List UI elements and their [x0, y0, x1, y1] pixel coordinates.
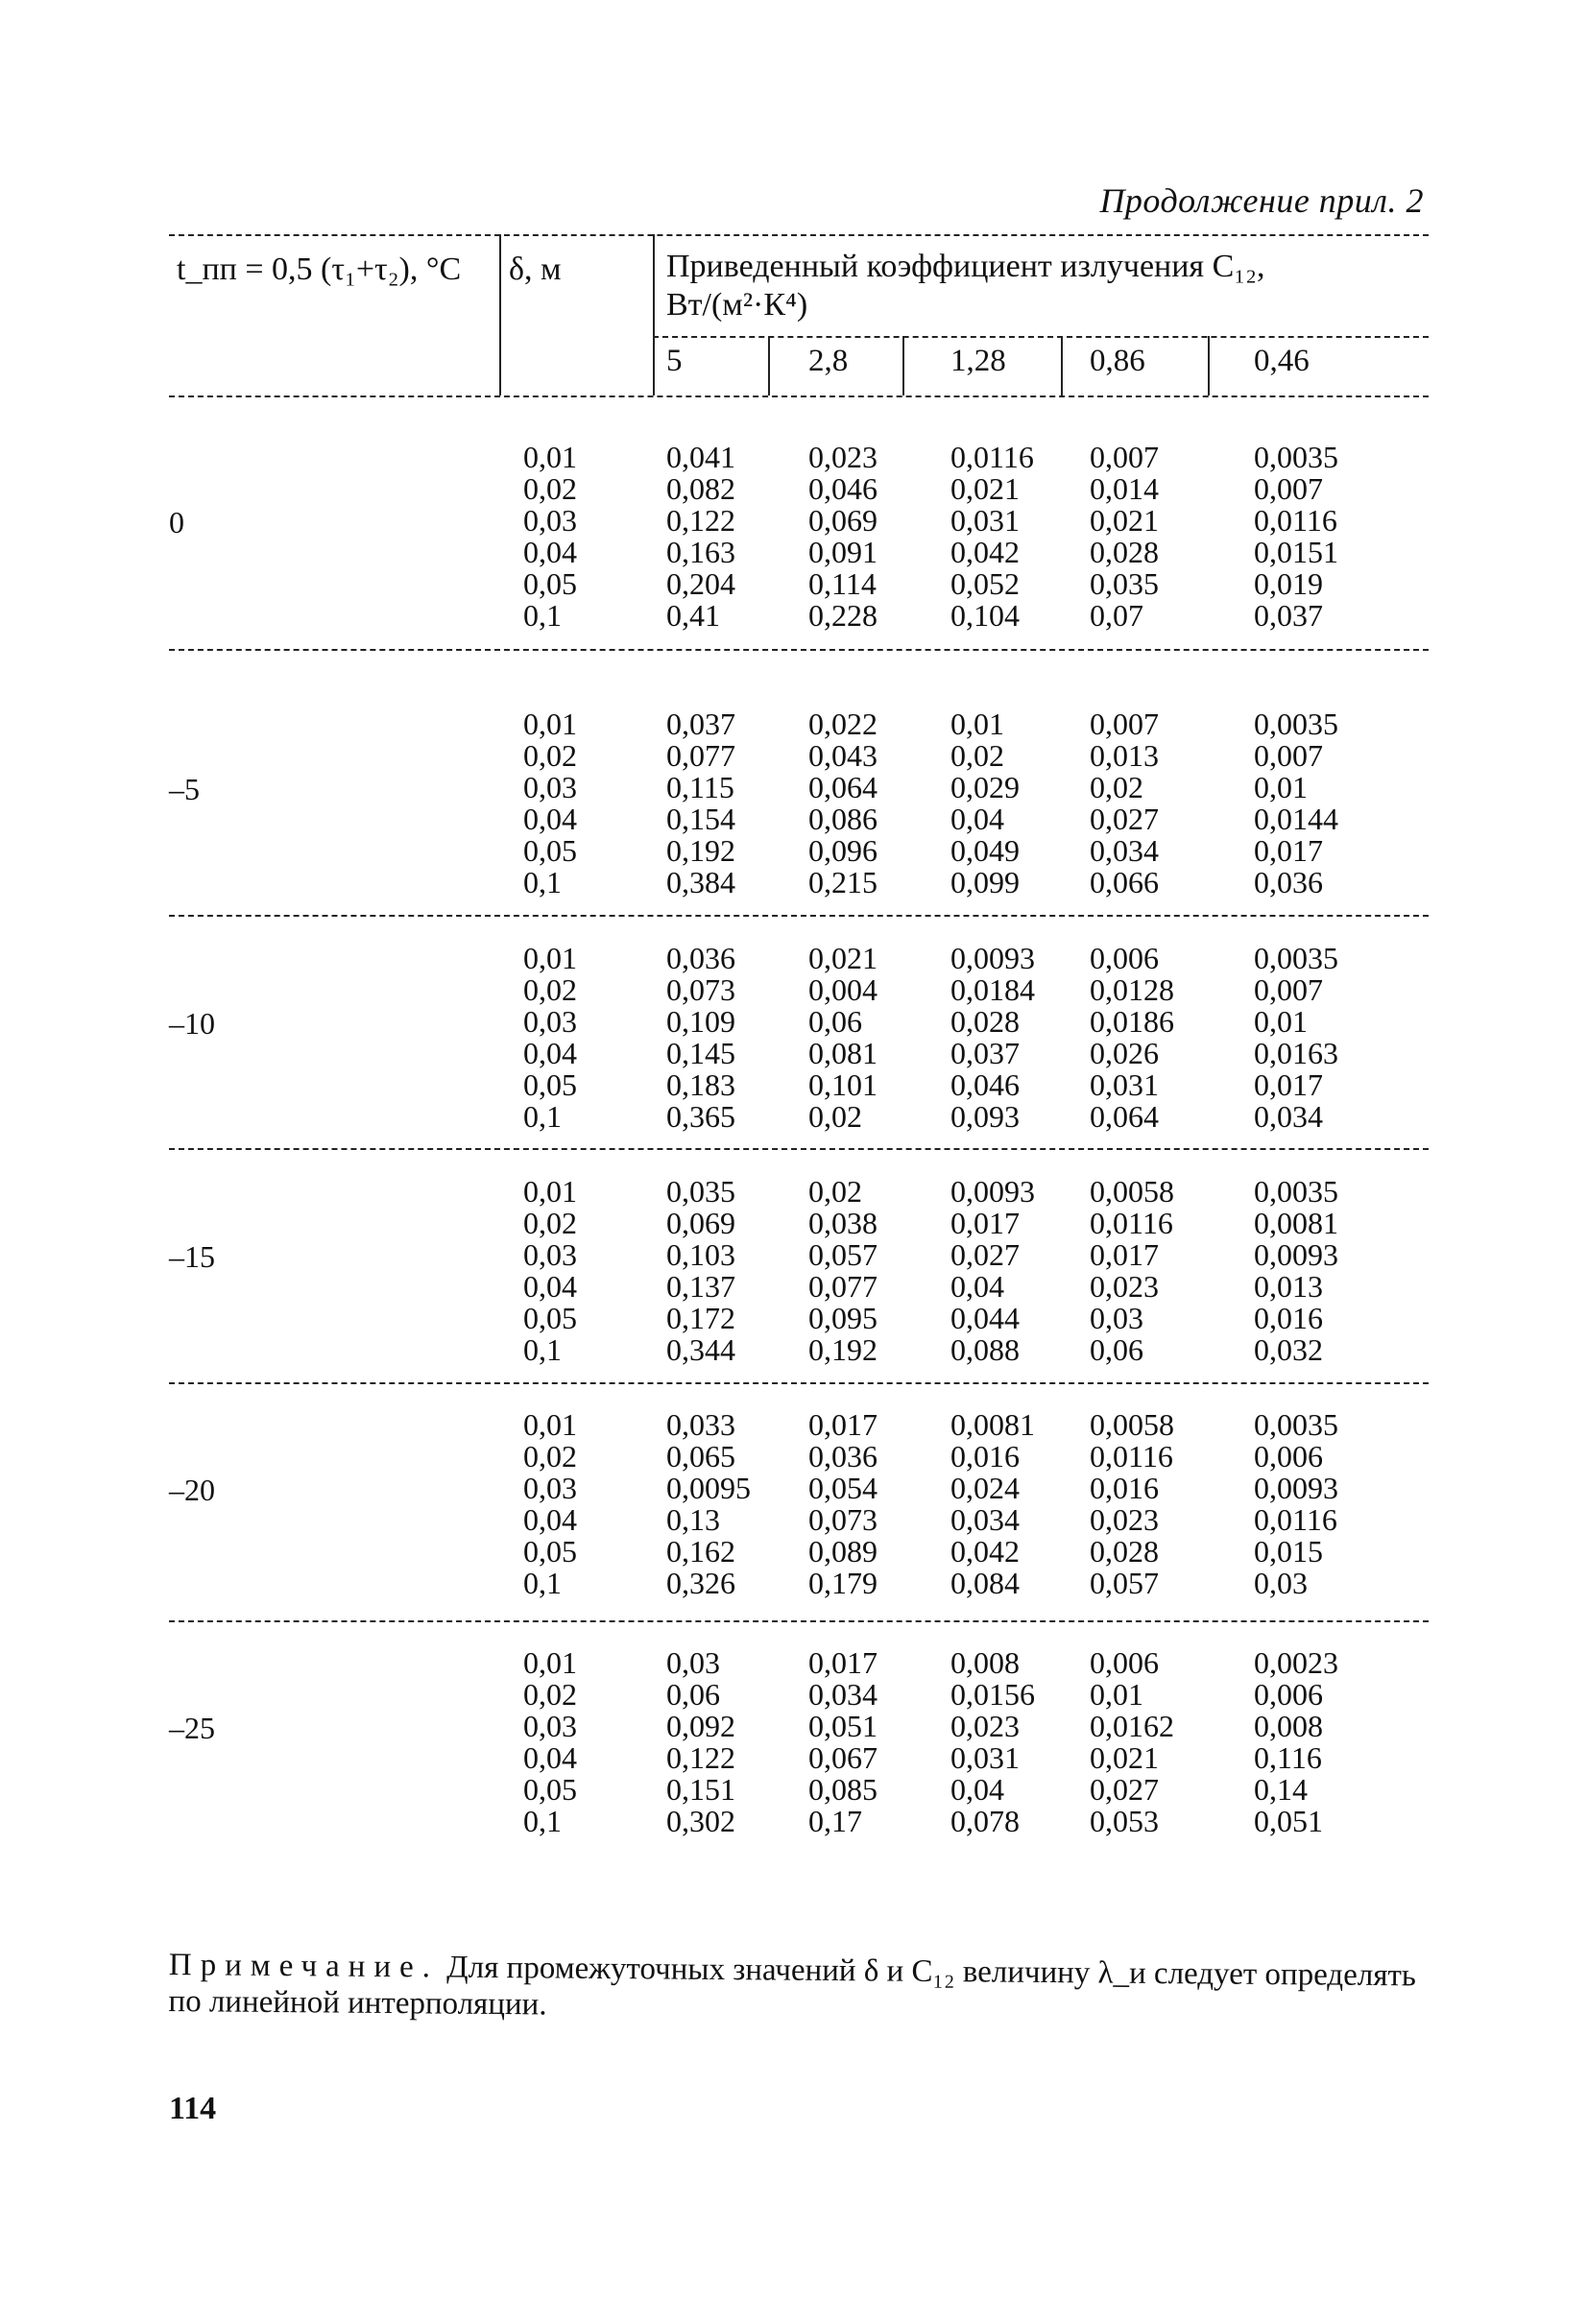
table-cell: 0,021	[1090, 1740, 1159, 1775]
table-cell: 0,017	[950, 1206, 1020, 1240]
table-cell: 0,0116	[950, 440, 1034, 474]
table-cell: 0,007	[1254, 738, 1323, 773]
table-cell: 0,116	[1254, 1740, 1322, 1775]
table-cell: 0,01	[1090, 1677, 1143, 1712]
c12-1-28-column	[950, 1647, 1035, 1837]
table-cell: 0,099	[950, 865, 1020, 899]
table-cell: 0,04	[950, 1269, 1004, 1304]
table-cell: 0,046	[950, 1067, 1020, 1102]
table-cell: 0,1	[523, 598, 562, 633]
table-cell: 0,046	[808, 471, 878, 506]
table-cell: 0,0116	[1254, 503, 1337, 538]
c12-5-column	[666, 943, 735, 1133]
table-cell: 0,02	[523, 1206, 577, 1240]
table-cell: 0,017	[1254, 833, 1323, 868]
header-bottom-rule	[169, 395, 1429, 397]
table-cell: 0,069	[666, 1206, 735, 1240]
table-cell: 0,384	[666, 865, 735, 899]
table-cell: 0,192	[666, 833, 735, 868]
c12-1-28-column	[950, 943, 1035, 1133]
table-cell: 0,179	[808, 1566, 878, 1600]
table-cell: 0,016	[950, 1439, 1020, 1473]
table-cell: 0,007	[1090, 440, 1159, 474]
header-c12-1-28: 1,28	[950, 344, 1006, 378]
table-cell: 0,137	[666, 1269, 735, 1304]
table-cell: 0,051	[1254, 1804, 1323, 1838]
table-cell: 0,017	[808, 1407, 878, 1442]
table-cell: 0,057	[808, 1237, 878, 1272]
table-cell: 0,114	[808, 566, 877, 601]
table-cell: 0,029	[950, 770, 1020, 804]
c12-1-28-column	[950, 1176, 1035, 1366]
table-cell: 0,013	[1090, 738, 1159, 773]
table-cell: 0,04	[950, 802, 1004, 836]
table-cell: 0,027	[1090, 1772, 1159, 1807]
table-cell: 0,04	[523, 1740, 577, 1775]
table-cell: 0,02	[523, 471, 577, 506]
table-cell: 0,037	[1254, 598, 1323, 633]
table-cell: 0,13	[666, 1502, 720, 1537]
table-cell: 0,038	[808, 1206, 878, 1240]
table-cell: 0,023	[950, 1709, 1020, 1743]
table-cell: 0,037	[950, 1036, 1020, 1070]
c12-2-8-column	[808, 708, 878, 898]
table-cell: 0,04	[523, 535, 577, 569]
table-cell: 0,036	[1254, 865, 1323, 899]
note-label: Примечание.	[168, 1948, 440, 1985]
table-cell: 0,044	[950, 1301, 1020, 1335]
table-cell: 0,05	[523, 1772, 577, 1807]
table-top-rule	[169, 234, 1429, 236]
delta-column	[523, 1409, 577, 1599]
table-cell: 0,016	[1090, 1471, 1159, 1505]
table-cell: 0,006	[1090, 1645, 1159, 1680]
table-cell: 0,066	[1090, 865, 1159, 899]
table-cell: 0,023	[1090, 1269, 1159, 1304]
table-cell: 0,028	[950, 1004, 1020, 1039]
c12-0-46-column	[1254, 1647, 1338, 1837]
table-cell: 0,101	[808, 1067, 878, 1102]
c12-5-column	[666, 708, 735, 898]
table-cell: 0,013	[1254, 1269, 1323, 1304]
table-cell: 0,01	[523, 707, 577, 741]
table-cell: 0,0116	[1090, 1206, 1173, 1240]
header-thickness: δ, м	[509, 252, 562, 287]
table-cell: 0,014	[1090, 471, 1159, 506]
table-cell: 0,015	[1254, 1534, 1323, 1569]
table-cell: 0,027	[950, 1237, 1020, 1272]
table-cell: 0,008	[1254, 1709, 1323, 1743]
table-cell: 0,031	[950, 1740, 1020, 1775]
table-cell: 0,008	[950, 1645, 1020, 1680]
table-cell: 0,03	[523, 1004, 577, 1039]
delta-column	[523, 442, 577, 632]
table-cell: 0,1	[523, 1332, 562, 1367]
table-cell: 0,109	[666, 1004, 735, 1039]
table-cell: 0,023	[1090, 1502, 1159, 1537]
header-c12-2-8: 2,8	[808, 344, 849, 378]
table-cell: 0,042	[950, 535, 1020, 569]
table-cell: 0,065	[666, 1439, 735, 1473]
table-cell: 0,026	[1090, 1036, 1159, 1070]
group-rule-5	[169, 1620, 1429, 1622]
table-cell: 0,115	[666, 770, 734, 804]
table-cell: 0,04	[523, 1036, 577, 1070]
group-rule-3	[169, 1148, 1429, 1150]
table-cell: 0,05	[523, 566, 577, 601]
table-cell: 0,069	[808, 503, 878, 538]
c12-0-86-column	[1090, 1176, 1174, 1366]
table-cell: 0,067	[808, 1740, 878, 1775]
running-head: Продолжение прил. 2	[1099, 181, 1424, 220]
table-cell: 0,052	[950, 566, 1020, 601]
table-cell: 0,0058	[1090, 1407, 1174, 1442]
table-cell: 0,365	[666, 1099, 735, 1134]
table-cell: 0,042	[950, 1534, 1020, 1569]
header-c12-0-46: 0,46	[1254, 344, 1310, 378]
table-cell: 0,093	[950, 1099, 1020, 1134]
table-cell: 0,064	[1090, 1099, 1159, 1134]
table-cell: 0,04	[523, 1502, 577, 1537]
table-cell: 0,023	[808, 440, 878, 474]
table-cell: 0,021	[950, 471, 1020, 506]
table-cell: 0,17	[808, 1804, 862, 1838]
table-cell: 0,03	[523, 1709, 577, 1743]
note-text: Для промежуточных значений δ и C₁₂ величину λ_и следует определять по линейной интерполяции.	[168, 1950, 1417, 2023]
table-cell: 0,04	[950, 1772, 1004, 1807]
table-cell: 0,0093	[950, 1174, 1035, 1209]
table-cell: 0,0151	[1254, 535, 1338, 569]
c12-1-28-column	[950, 708, 1020, 898]
table-cell: 0,02	[523, 1439, 577, 1473]
table-cell: 0,0093	[1254, 1471, 1338, 1505]
table-cell: 0,007	[1254, 471, 1323, 506]
table-cell: 0,035	[1090, 566, 1159, 601]
table-cell: 0,0035	[1254, 1174, 1338, 1209]
table-cell: 0,0035	[1254, 941, 1338, 975]
table-cell: 0,0093	[1254, 1237, 1338, 1272]
table-cell: 0,0081	[950, 1407, 1035, 1442]
table-cell: 0,172	[666, 1301, 735, 1335]
table-cell: 0,162	[666, 1534, 735, 1569]
table-cell: 0,077	[808, 1269, 878, 1304]
table-cell: 0,017	[808, 1645, 878, 1680]
table-cell: 0,01	[1254, 770, 1308, 804]
table-cell: 0,082	[666, 471, 735, 506]
table-cell: 0,03	[1254, 1566, 1308, 1600]
table-cell: 0,104	[950, 598, 1020, 633]
table-cell: 0,122	[666, 1740, 735, 1775]
delta-column	[523, 1647, 577, 1837]
table-cell: 0,03	[523, 503, 577, 538]
header-temperature: t_пп = 0,5 (τ₁+τ₂), °C	[177, 252, 462, 287]
table-cell: 0,0184	[950, 972, 1035, 1007]
table-cell: 0,034	[1090, 833, 1159, 868]
table-cell: 0,032	[1254, 1332, 1323, 1367]
table-cell: 0,06	[808, 1004, 862, 1039]
table-cell: 0,01	[523, 440, 577, 474]
table-cell: 0,0035	[1254, 440, 1338, 474]
c12-0-86-column	[1090, 1409, 1174, 1599]
c12-2-8-column	[808, 1176, 878, 1366]
header-divider-1	[499, 234, 501, 395]
table-cell: 0,064	[808, 770, 878, 804]
table-cell: 0,02	[808, 1174, 862, 1209]
c12-divider-4	[1208, 336, 1210, 395]
table-cell: 0,0128	[1090, 972, 1174, 1007]
table-cell: 0,183	[666, 1067, 735, 1102]
table-cell: 0,41	[666, 598, 720, 633]
table-cell: 0,095	[808, 1301, 878, 1335]
group-rule-4	[169, 1382, 1429, 1384]
table-cell: 0,215	[808, 865, 878, 899]
table-cell: 0,0162	[1090, 1709, 1174, 1743]
table-cell: 0,051	[808, 1709, 878, 1743]
table-cell: 0,228	[808, 598, 878, 633]
table-cell: 0,024	[950, 1471, 1020, 1505]
table-cell: 0,03	[523, 1237, 577, 1272]
table-cell: 0,034	[950, 1502, 1020, 1537]
table-cell: 0,302	[666, 1804, 735, 1838]
table-cell: 0,151	[666, 1772, 735, 1807]
table-cell: 0,006	[1090, 941, 1159, 975]
table-cell: 0,01	[523, 1645, 577, 1680]
table-cell: 0,145	[666, 1036, 735, 1070]
c12-2-8-column	[808, 943, 878, 1133]
table-cell: 0,05	[523, 1067, 577, 1102]
table-cell: 0,0116	[1254, 1502, 1337, 1537]
table-cell: 0,028	[1090, 1534, 1159, 1569]
table-cell: 0,0186	[1090, 1004, 1174, 1039]
table-cell: 0,021	[808, 941, 878, 975]
c12-0-86-column	[1090, 442, 1159, 632]
group-temperature: –20	[169, 1473, 215, 1507]
c12-1-28-column	[950, 1409, 1035, 1599]
c12-0-86-column	[1090, 1647, 1174, 1837]
table-cell: 0,02	[1090, 770, 1143, 804]
table-cell: 0,04	[523, 1269, 577, 1304]
c12-0-86-column	[1090, 943, 1174, 1133]
table-cell: 0,1	[523, 1566, 562, 1600]
group-temperature: –5	[169, 772, 200, 806]
table-cell: 0,03	[523, 770, 577, 804]
table-cell: 0,02	[523, 738, 577, 773]
group-temperature: –15	[169, 1239, 215, 1274]
table-cell: 0,096	[808, 833, 878, 868]
table-cell: 0,02	[950, 738, 1004, 773]
table-cell: 0,0156	[950, 1677, 1035, 1712]
table-cell: 0,035	[666, 1174, 735, 1209]
table-cell: 0,073	[808, 1502, 878, 1537]
c12-5-column	[666, 1176, 735, 1366]
table-cell: 0,04	[523, 802, 577, 836]
table-cell: 0,0144	[1254, 802, 1338, 836]
table-cell: 0,0035	[1254, 1407, 1338, 1442]
table-cell: 0,028	[1090, 535, 1159, 569]
table-cell: 0,0163	[1254, 1036, 1338, 1070]
c12-2-8-column	[808, 442, 878, 632]
c12-2-8-column	[808, 1409, 878, 1599]
table-cell: 0,077	[666, 738, 735, 773]
table-cell: 0,054	[808, 1471, 878, 1505]
table-cell: 0,034	[808, 1677, 878, 1712]
table-cell: 0,088	[950, 1332, 1020, 1367]
table-cell: 0,344	[666, 1332, 735, 1367]
c12-0-46-column	[1254, 1409, 1338, 1599]
c12-5-column	[666, 1647, 735, 1837]
table-cell: 0,027	[1090, 802, 1159, 836]
table-cell: 0,092	[666, 1709, 735, 1743]
c12-5-column	[666, 1409, 751, 1599]
table-cell: 0,016	[1254, 1301, 1323, 1335]
table-cell: 0,006	[1254, 1439, 1323, 1473]
delta-column	[523, 708, 577, 898]
header-c12-5: 5	[666, 344, 683, 378]
table-cell: 0,163	[666, 535, 735, 569]
c12-0-46-column	[1254, 708, 1338, 898]
table-cell: 0,036	[808, 1439, 878, 1473]
table-cell: 0,004	[808, 972, 878, 1007]
table-cell: 0,006	[1254, 1677, 1323, 1712]
table-cell: 0,05	[523, 833, 577, 868]
table-cell: 0,031	[950, 503, 1020, 538]
group-rule-1	[169, 649, 1429, 651]
table-cell: 0,085	[808, 1772, 878, 1807]
table-cell: 0,089	[808, 1534, 878, 1569]
header-divider-2	[653, 234, 655, 395]
group-rule-2	[169, 915, 1429, 917]
table-cell: 0,0035	[1254, 707, 1338, 741]
table-cell: 0,01	[950, 707, 1004, 741]
table-cell: 0,041	[666, 440, 735, 474]
table-cell: 0,05	[523, 1301, 577, 1335]
table-cell: 0,0058	[1090, 1174, 1174, 1209]
page-number: 114	[169, 2091, 217, 2126]
table-cell: 0,154	[666, 802, 735, 836]
table-cell: 0,007	[1254, 972, 1323, 1007]
table-cell: 0,091	[808, 535, 878, 569]
table-cell: 0,017	[1254, 1067, 1323, 1102]
table-cell: 0,0116	[1090, 1439, 1173, 1473]
header-emission-coefficient	[666, 248, 1264, 324]
table-cell: 0,192	[808, 1332, 878, 1367]
c12-0-46-column	[1254, 442, 1338, 632]
group-temperature: –10	[169, 1006, 215, 1041]
table-cell: 0,081	[808, 1036, 878, 1070]
table-cell: 0,049	[950, 833, 1020, 868]
table-cell: 0,03	[1090, 1301, 1143, 1335]
table-cell: 0,043	[808, 738, 878, 773]
header-emission-line1: Приведенный коэффициент излучения C₁₂,	[666, 249, 1265, 284]
table-cell: 0,02	[523, 1677, 577, 1712]
table-cell: 0,01	[523, 941, 577, 975]
c12-divider-1	[768, 336, 770, 395]
header-c12-0-86: 0,86	[1090, 344, 1145, 378]
c12-divider-3	[1061, 336, 1063, 395]
table-cell: 0,034	[1254, 1099, 1323, 1134]
c12-0-46-column	[1254, 943, 1338, 1133]
table-cell: 0,0093	[950, 941, 1035, 975]
c12-5-column	[666, 442, 735, 632]
table-cell: 0,14	[1254, 1772, 1308, 1807]
c12-0-46-column	[1254, 1176, 1338, 1366]
table-cell: 0,021	[1090, 503, 1159, 538]
table-cell: 0,084	[950, 1566, 1020, 1600]
delta-column	[523, 943, 577, 1133]
table-cell: 0,1	[523, 1099, 562, 1134]
table-cell: 0,0023	[1254, 1645, 1338, 1680]
c12-1-28-column	[950, 442, 1034, 632]
table-cell: 0,017	[1090, 1237, 1159, 1272]
table-cell: 0,033	[666, 1407, 735, 1442]
group-temperature: –25	[169, 1711, 215, 1745]
group-temperature: 0	[169, 505, 184, 539]
table-note	[168, 1947, 1429, 2030]
table-cell: 0,03	[666, 1645, 720, 1680]
header-emission-line2: Вт/(м²·К⁴)	[666, 287, 808, 323]
table-cell: 0,01	[1254, 1004, 1308, 1039]
table-cell: 0,073	[666, 972, 735, 1007]
table-cell: 0,037	[666, 707, 735, 741]
table-cell: 0,086	[808, 802, 878, 836]
table-cell: 0,01	[523, 1407, 577, 1442]
table-cell: 0,007	[1090, 707, 1159, 741]
table-cell: 0,0081	[1254, 1206, 1338, 1240]
table-cell: 0,01	[523, 1174, 577, 1209]
table-cell: 0,06	[1090, 1332, 1143, 1367]
c12-2-8-column	[808, 1647, 878, 1837]
table-cell: 0,204	[666, 566, 735, 601]
table-cell: 0,1	[523, 1804, 562, 1838]
table-cell: 0,078	[950, 1804, 1020, 1838]
c12-divider-2	[902, 336, 904, 395]
table-cell: 0,03	[523, 1471, 577, 1505]
table-cell: 0,1	[523, 865, 562, 899]
table-cell: 0,122	[666, 503, 735, 538]
table-cell: 0,02	[808, 1099, 862, 1134]
table-cell: 0,326	[666, 1566, 735, 1600]
table-cell: 0,06	[666, 1677, 720, 1712]
table-cell: 0,07	[1090, 598, 1143, 633]
table-cell: 0,019	[1254, 566, 1323, 601]
table-cell: 0,02	[523, 972, 577, 1007]
table-cell: 0,053	[1090, 1804, 1159, 1838]
table-cell: 0,05	[523, 1534, 577, 1569]
table-cell: 0,103	[666, 1237, 735, 1272]
c12-0-86-column	[1090, 708, 1159, 898]
delta-column	[523, 1176, 577, 1366]
table-cell: 0,036	[666, 941, 735, 975]
table-cell: 0,031	[1090, 1067, 1159, 1102]
table-cell: 0,057	[1090, 1566, 1159, 1600]
table-cell: 0,022	[808, 707, 878, 741]
table-cell: 0,0095	[666, 1471, 751, 1505]
